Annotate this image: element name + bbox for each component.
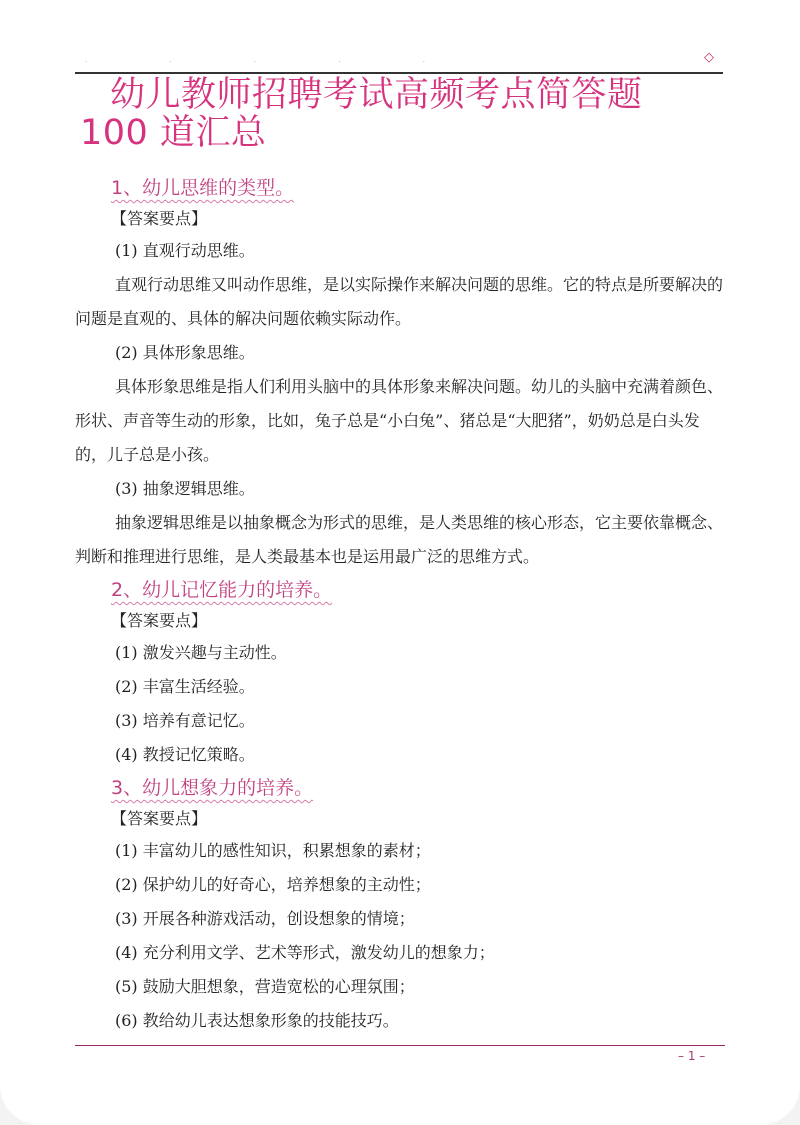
list-item: (3) 培养有意记忆。: [115, 711, 255, 730]
document-title: [80, 76, 730, 152]
list-item: (5) 鼓励大胆想象，营造宽松的心理氛围；: [115, 977, 415, 996]
item-label: (1) 直观行动思维。: [115, 241, 255, 260]
section-3: [75, 772, 725, 1038]
list-item: (2) 保护幼儿的好奇心，培养想象的主动性；: [115, 875, 431, 894]
page-number: – 1 –: [678, 1049, 706, 1063]
list-item: (2) 丰富生活经验。: [115, 677, 255, 696]
header-divider: [75, 72, 723, 74]
item-paragraph: 具体形象思维是指人们利用头脑中的具体形象来解决问题。幼儿的头脑中充满着颜色、形状、声音等生动的形象，比如，兔子总是“小白兔”、猪总是“大肥猪”，奶奶总是白头发的，儿子总是小孩。: [75, 377, 724, 464]
item-label: (2) 具体形象思维。: [115, 343, 255, 362]
answer-label: 【答案要点】: [111, 209, 208, 228]
list-item: (1) 激发兴趣与主动性。: [115, 643, 287, 662]
document-content: [75, 172, 725, 1038]
diamond-icon: ◇: [704, 50, 714, 65]
item-paragraph: 抽象逻辑思维是以抽象概念为形式的思维，是人类思维的核心形态，它主要依靠概念、判断和推理进行思维，是人类最基本也是运用最广泛的思维方式。: [75, 513, 724, 566]
list-item: (4) 充分利用文学、艺术等形式，激发幼儿的想象力；: [115, 943, 495, 962]
section-heading: 2、幼儿记忆能力的培养。: [111, 579, 333, 601]
list-item: (6) 教给幼儿表达想象形象的技能技巧。: [115, 1011, 399, 1030]
list-item: (3) 开展各种游戏活动，创设想象的情境；: [115, 909, 415, 928]
answer-label: 【答案要点】: [111, 611, 208, 630]
list-item: (4) 教授记忆策略。: [115, 745, 255, 764]
title-line-1: 幼儿教师招聘考试高频考点简答题: [110, 75, 643, 115]
item-paragraph: 直观行动思维又叫动作思维，是以实际操作来解决问题的思维。它的特点是所要解决的问题是直观的、具体的解决问题依赖实际动作。: [75, 275, 724, 328]
title-line-2: 100 道汇总: [80, 113, 267, 153]
section-heading: 1、幼儿思维的类型。: [111, 177, 295, 199]
section-2: [75, 574, 725, 772]
section-heading: 3、幼儿想象力的培养。: [111, 777, 314, 799]
header-marks: · · · · ·: [85, 58, 466, 66]
list-item: (1) 丰富幼儿的感性知识，积累想象的素材；: [115, 841, 431, 860]
item-label: (3) 抽象逻辑思维。: [115, 479, 255, 498]
section-1: [75, 172, 725, 574]
answer-label: 【答案要点】: [111, 809, 208, 828]
footer-divider: [75, 1045, 725, 1046]
